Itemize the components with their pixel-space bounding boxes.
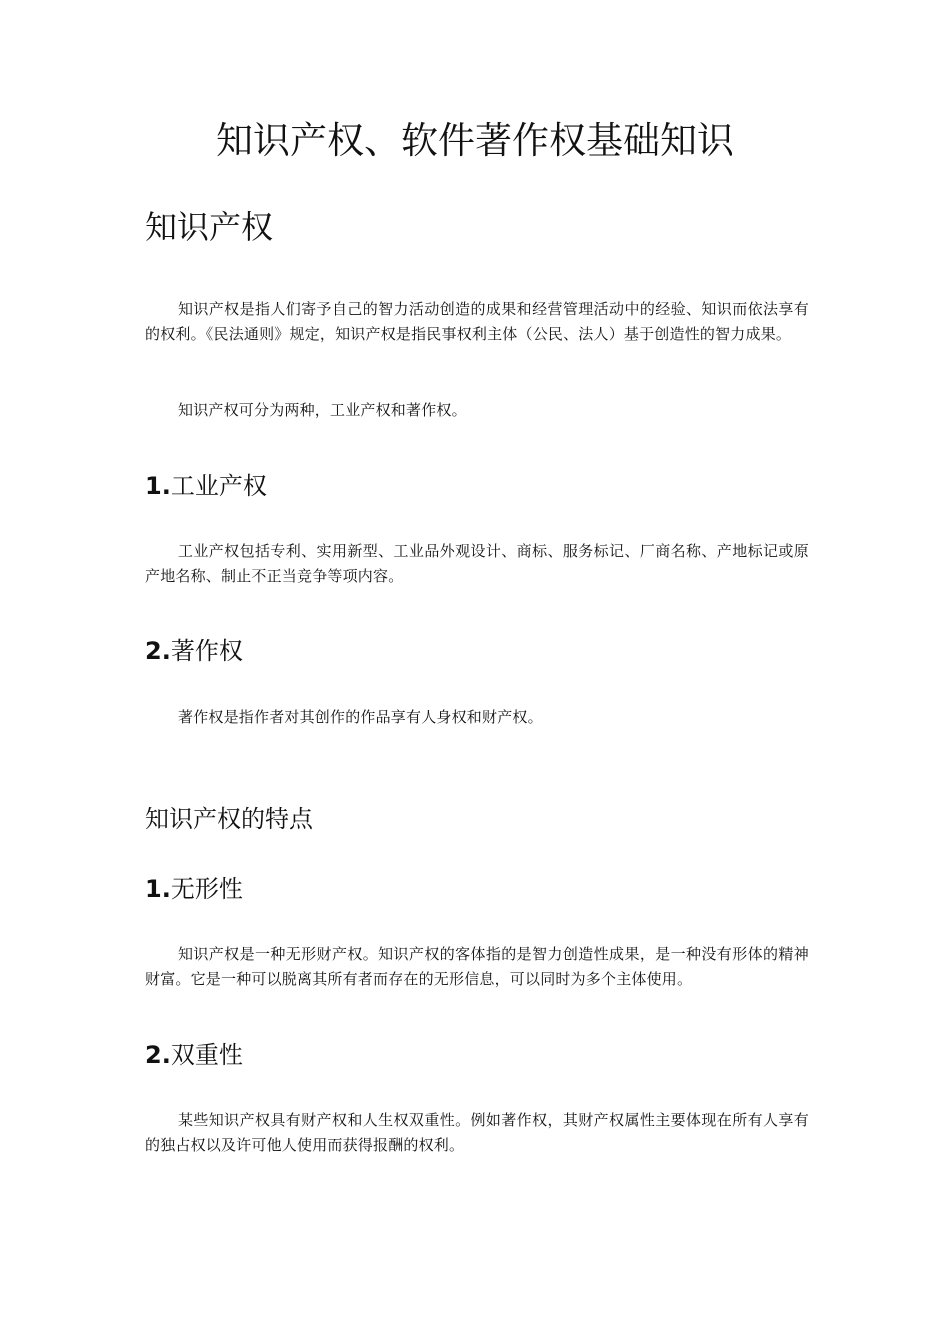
- section-heading-ip: 知识产权: [145, 208, 274, 246]
- subheading-industrial-property: [145, 469, 267, 503]
- subheading-text: 无形性: [170, 875, 243, 903]
- paragraph-copyright: 著作权是指作者对其创作的作品享有人身权和财产权。: [178, 708, 543, 726]
- paragraph-ip-definition: 知识产权是指人们寄予自己的智力活动创造的成果和经营管理活动中的经验、知识而依法享有的权利。《民法通则》规定，知识产权是指民事权利主体（公民、法人）基于创造性的智力成果。: [145, 300, 809, 343]
- subheading-text: 工业产权: [170, 472, 267, 500]
- subheading-duality: [145, 1038, 243, 1072]
- paragraph-ip-types: 知识产权可分为两种，工业产权和著作权。: [178, 401, 467, 419]
- subheading-number: 1.: [145, 472, 171, 500]
- section-heading-ip-features: 知识产权的特点: [145, 805, 313, 833]
- paragraph-duality: 某些知识产权具有财产权和人生权双重性。例如著作权，其财产权属性主要体现在所有人享有的独占权以及许可他人使用而获得报酬的权利。: [145, 1111, 809, 1154]
- paragraph-intangibility: 知识产权是一种无形财产权。知识产权的客体指的是智力创造性成果，是一种没有形体的精神财富。它是一种可以脱离其所有者而存在的无形信息，可以同时为多个主体使用。: [145, 945, 809, 988]
- subheading-text: 著作权: [170, 637, 243, 665]
- subheading-text: 双重性: [170, 1041, 243, 1069]
- subheading-intangibility: [145, 872, 243, 906]
- subheading-number: 2.: [145, 1041, 171, 1069]
- document-title: 知识产权、软件著作权基础知识: [216, 119, 734, 162]
- paragraph-industrial-property: 工业产权包括专利、实用新型、工业品外观设计、商标、服务标记、厂商名称、产地标记或原产地名称、制止不正当竞争等项内容。: [145, 542, 809, 585]
- subheading-number: 1.: [145, 875, 171, 903]
- subheading-copyright: [145, 634, 243, 668]
- subheading-number: 2.: [145, 637, 171, 665]
